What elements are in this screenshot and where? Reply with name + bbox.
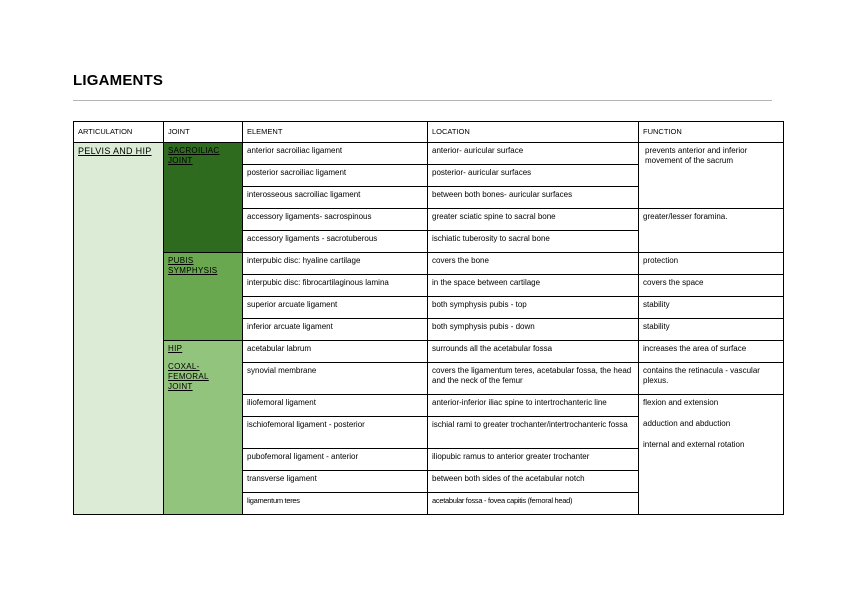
location-cell: anterior- auricular surface <box>428 143 639 165</box>
location-cell: surrounds all the acetabular fossa <box>428 341 639 363</box>
location-cell: covers the ligamentum teres, acetabular fossa, the head and the neck of the femur <box>428 363 639 395</box>
function-cell: protection <box>639 253 784 275</box>
location-cell: posterior- auricular surfaces <box>428 165 639 187</box>
location-cell: in the space between cartilage <box>428 275 639 297</box>
header-location: LOCATION <box>428 122 639 143</box>
element-cell: acetabular labrum <box>243 341 428 363</box>
function-cell: contains the retinacula - vascular plexus. <box>639 363 784 395</box>
element-cell: inferior arcuate ligament <box>243 319 428 341</box>
location-cell: between both bones- auricular surfaces <box>428 187 639 209</box>
function-cell: stability <box>639 297 784 319</box>
joint-hip <box>164 341 243 515</box>
joint-sacroiliac-label-1[interactable]: SACROILIAC <box>168 146 220 155</box>
table-row <box>74 341 784 363</box>
function-cell: greater/lesser foramina. <box>639 209 784 253</box>
function-text: adduction and abduction <box>643 419 731 428</box>
location-cell: acetabular fossa - fovea capitis (femoral head) <box>428 493 639 515</box>
ligaments-table <box>73 121 784 515</box>
function-cell <box>639 395 784 515</box>
joint-pubis <box>164 253 243 341</box>
function-text: flexion and extension <box>643 398 719 407</box>
function-text: prevents anterior and inferior movement of the sacrum <box>645 146 748 165</box>
header-joint: JOINT <box>164 122 243 143</box>
element-cell: ischiofemoral ligament - posterior <box>243 417 428 449</box>
element-cell: ligamentum teres <box>243 493 428 515</box>
function-cell <box>639 143 784 209</box>
element-cell: interosseous sacroiliac ligament <box>243 187 428 209</box>
joint-pubis-label-1[interactable]: PUBIS <box>168 256 194 265</box>
element-cell: pubofemoral ligament - anterior <box>243 449 428 471</box>
element-cell: interpubic disc: fibrocartilaginous lamina <box>243 275 428 297</box>
table-row <box>74 143 784 165</box>
page-title: LIGAMENTS <box>73 72 164 89</box>
joint-pubis-label-2[interactable]: SYMPHYSIS <box>168 266 218 275</box>
function-text: internal and external rotation <box>643 440 745 449</box>
location-cell: anterior-inferior iliac spine to intertrochanteric line <box>428 395 639 417</box>
function-cell: covers the space <box>639 275 784 297</box>
element-cell: iliofemoral ligament <box>243 395 428 417</box>
location-cell: greater sciatic spine to sacral bone <box>428 209 639 231</box>
joint-sacroiliac-label-2[interactable]: JOINT <box>168 156 193 165</box>
location-cell: iliopubic ramus to anterior greater trochanter <box>428 449 639 471</box>
joint-hip-label-4[interactable]: JOINT <box>168 382 193 391</box>
element-cell: transverse ligament <box>243 471 428 493</box>
element-cell: posterior sacroiliac ligament <box>243 165 428 187</box>
articulation-cell <box>74 143 164 515</box>
location-cell: covers the bone <box>428 253 639 275</box>
header-element: ELEMENT <box>243 122 428 143</box>
joint-hip-label-2[interactable]: COXAL- <box>168 362 200 371</box>
element-cell: anterior sacroiliac ligament <box>243 143 428 165</box>
element-cell: interpubic disc: hyaline cartilage <box>243 253 428 275</box>
location-cell: ischiatic tuberosity to sacral bone <box>428 231 639 253</box>
location-cell: between both sides of the acetabular notch <box>428 471 639 493</box>
location-cell: both symphysis pubis - down <box>428 319 639 341</box>
element-cell: accessory ligaments- sacrospinous <box>243 209 428 231</box>
location-cell: both symphysis pubis - top <box>428 297 639 319</box>
element-cell: superior arcuate ligament <box>243 297 428 319</box>
function-cell: stability <box>639 319 784 341</box>
location-cell: ischial rami to greater trochanter/intertrochanteric fossa <box>428 417 639 449</box>
element-cell: synovial membrane <box>243 363 428 395</box>
joint-hip-label-1[interactable]: HIP <box>168 344 183 353</box>
function-cell: increases the area of surface <box>639 341 784 363</box>
articulation-link[interactable]: PELVIS AND HIP <box>78 146 152 156</box>
joint-sacroiliac <box>164 143 243 253</box>
header-articulation: ARTICULATION <box>74 122 164 143</box>
joint-hip-label-3[interactable]: FEMORAL <box>168 372 209 381</box>
title-divider <box>73 100 772 101</box>
element-cell: accessory ligaments - sacrotuberous <box>243 231 428 253</box>
table-row <box>74 253 784 275</box>
header-function: FUNCTION <box>639 122 784 143</box>
table-header-row <box>74 122 784 143</box>
